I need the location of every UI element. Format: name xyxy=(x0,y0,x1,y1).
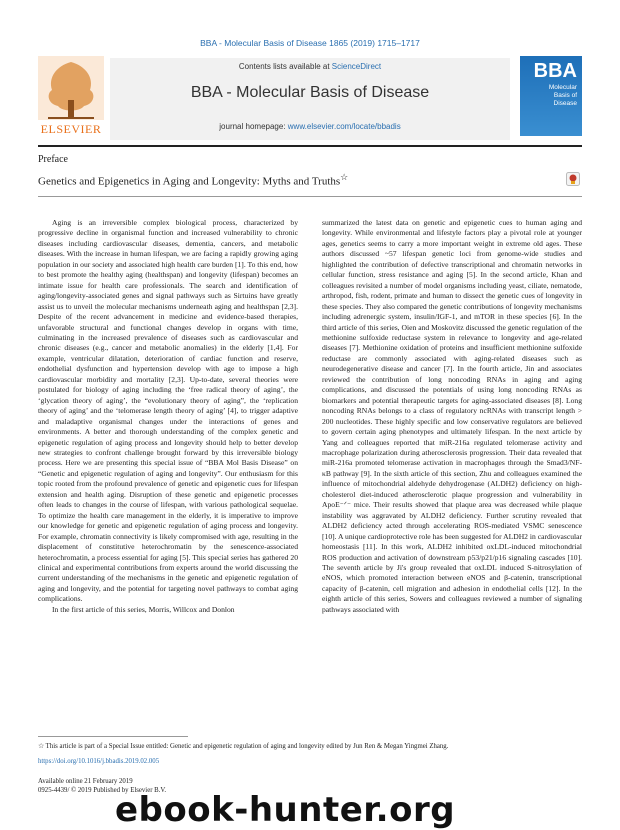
cover-subtitle xyxy=(549,84,577,108)
body-column-left xyxy=(38,218,298,615)
body-column-right xyxy=(322,218,582,615)
copyright-line: 0925-4439/ © 2019 Published by Elsevier B.V. xyxy=(38,787,167,794)
journal-title: BBA - Molecular Basis of Disease xyxy=(190,84,430,101)
title-footnote-mark[interactable]: ☆ xyxy=(340,172,349,182)
header-divider xyxy=(38,145,582,147)
crossmark-icon[interactable] xyxy=(566,172,580,186)
available-online-date: Available online 21 February 2019 xyxy=(38,778,133,785)
running-header[interactable]: BBA - Molecular Basis of Disease 1865 (2019) 1715–1717 xyxy=(200,38,420,48)
article-type: Preface xyxy=(38,154,68,165)
paragraph: Aging is an irreversible complex biological process, characterized by progressive decline in organismal function and increased vulnerability to chronic diseases including cardiovascular diseases, dementia, cancers, and metabolic diseases. With the increase in human lifespan, we are facing a rapidly growing aging population in our society and associated high health care burden [1]. To this end, how to best promote the healthy aging (healthspan) and longevity (lifespan) becomes an intimate issue for health care professionals. The search and identification of aging/longevity-associated genes and signal pathways such as Sirtuins have greatly assist us to unveil the molecular mechanisms underneath aging and healthspan [2,3]. Despite of the recent advancement in medicine and evidence-based therapies, unfavorable structural and functional changes develop in organs with time, culminating in the increased prevalence of diseases such as cardiovascular and chronic diseases (e.g., cancer and metabolic anomalies) in the elderly [1,4]. For example, ventricular dilatation, deterioration of cardiac function and reserve, endothelial dysfunction and hypertension develop with age to impose a high cardiovascular morbidity and mortality [2,3]. Up-to-date, several theories were postulated for biology of aging including the ‘free radical theory of aging’, the ‘glycation theory of aging’, the “evolutionary theory of aging”, the ‘replication theory of aging’ and the ‘telomerase length theory of aging’ [4], to trigger adaptive and maladaptive organismal changes under the interactions of genes and environments. A better and thorough understanding of the complex genetic and epigenetic regulation of aging process and longevity should help to better develop new strategies to confront challenge brought forward by this irreversible biology process. Here we are presenting this special issue of “BBA Mol Basis Disease” on “Genetic and epigenetic regulation of aging and longevity”. Our enthusiasm for this topic rooted from the profound prevalence of genetic and epigenetic cues for lifespan extension and health aging. Disruption of these genetic and epigenetic processes often leads to changes in the course of lifespan, with various pathological sequelae. To optimize the health care management in the elderly, it is imperative to improve our knowledge for genetic and epigenetic regulation of aging process and longevity. For example, chromatin connectivity is likely compromised with age, resulting in the displacement of constitutive heterochromatin by the senescence-associated heterochromatin, a process essential for aging [5]. This special series has gathered 20 clinical and experimental contributions from experts around the world discussing the current understanding of the mechanisms in the genetic and epigenetic regulation of aging and longevity, and the potential for targeting novel pathways to combat aging complications. xyxy=(38,218,298,604)
watermark: ebook-hunter.org xyxy=(115,790,456,830)
title-divider xyxy=(38,196,582,197)
cover-subtitle-line: Molecular xyxy=(548,84,577,91)
homepage-link[interactable]: www.elsevier.com/locate/bbadis xyxy=(287,122,401,131)
publisher-name: ELSEVIER xyxy=(40,122,102,136)
cover-title: BBA xyxy=(533,60,577,82)
paragraph: summarized the latest data on genetic and epigenetic cues to human aging and longevity. While environmental and lifestyle factors play a pivotal role at younger ages, genetics seems to carry a more important weight in extreme old ages. These authors discussed ~57 lifespan genetic loci from genome-wide studies and highlighted the contribution of defective transcriptional and chromatin networks in cellular function, stress resistance and aging [5]. In the second article, Khan and colleagues revisited a number of model organisms including yeast, ciliate, nematode, arthropod, fish, rodent, primate and human to dissect the genetic cues of longevity in these species. They also compared the genetic contributions of longevity mechanisms including adrenergic system, insulin/IGF-1, and mTOR in these species [6]. In the third article of this series, Oien and Moskovitz discussed the genetic regulation of the methionine sulfoxide reductase system in relevance to longevity and age-related diseases [7]. Methionine oxidation of proteins and insufficient methionine sulfoxide reductase are commonly associated with aging-related diseases such as neurodegenerative disease and cancer [7]. In the fourth article, Jin and associates reviewed the contribution of long noncoding RNAs in aging and aging complications, and discussed the potentials of using long noncoding RNAs as biomarkers and potential therapeutic targets for aging-associated diseases [8]. Long noncoding RNAs belongs to a class of regulatory ncRNAs with transcript length > 200 nucleotides. These highly specific and low conservative regulators are believed to govern certain aging phenotypes and ultimately lifespan. In the next article by Yang and colleagues reported that miR-216a regulated telomerase activity and macrophage polarization during atherosclerosis progression. Their data revealed that miR-216a promoted telomerase activation in macrophages through the Smad3/NF-κB pathway [9]. In the sixth article of this section, Zhu and colleagues examined the influence of mitochondrial aldehyde dehydrogenase (ALDH2) deficiency on high-cholesterol diet-induced atherosclerotic plaque progression and vulnerability in ApoE⁻ᐟ⁻ mice. Their results showed that plaque area was decreased while plaque instability was aggravated by ALDH2 deficiency. Further scrutiny revealed that ALDH2 deficiency acted through accelerating ROS-mediated VSMC senescence [10]. A unique cardioprotective role has been suggested for ALDH2 in cardiovascular homeostasis [11]. In this work, ALDH2 inhibited oxLDL-induced mitochondrial ROS production and activation of downstream p53/p21/p16 signaling cascades [10]. The seventh article by Ji's group revealed that oxLDL induced S-nitrosylation of eNOS, which promoted interaction between eNOS and β-catenin, transcriptional capacity of β-catenin, cell migration and adhesion in endothelial cells [12]. In the eighth article of this series, Sowers and colleagues reviewed a number of signaling pathways associated with xyxy=(322,218,582,614)
article-title xyxy=(38,172,348,188)
footnote-divider xyxy=(38,736,188,737)
sciencedirect-link[interactable]: ScienceDirect xyxy=(331,62,382,71)
homepage-prefix: journal homepage: xyxy=(219,122,288,131)
journal-cover xyxy=(520,56,582,136)
journal-homepage xyxy=(110,122,510,131)
paragraph: In the first article of this series, Morris, Willcox and Donlon xyxy=(52,604,235,614)
contents-line xyxy=(110,62,510,71)
doi-link[interactable]: https://doi.org/10.1016/j.bbadis.2019.02.005 xyxy=(38,758,160,765)
cover-subtitle-line: Basis of xyxy=(553,92,577,99)
footnote: ☆ This article is part of a Special Issue entitled: Genetic and epigenetic regulation of aging and longevity edited by Jun Ren & Megan Yingmei Zhang. xyxy=(38,743,449,750)
cover-subtitle-line: Disease xyxy=(553,100,577,107)
article-title-text: Genetics and Epigenetics in Aging and Longevity: Myths and Truths xyxy=(38,175,341,188)
contents-prefix: Contents lists available at xyxy=(238,62,332,71)
